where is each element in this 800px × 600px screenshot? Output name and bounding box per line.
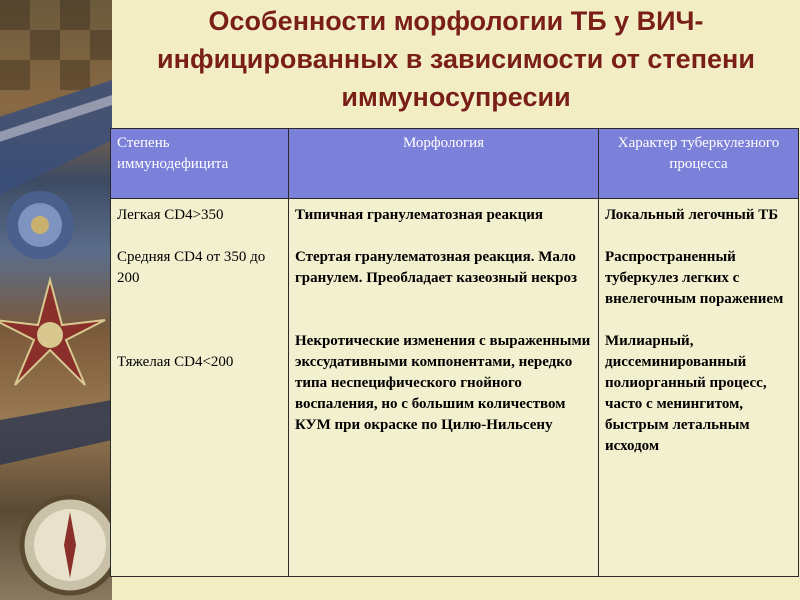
header-character: Характер туберкулезного процесса <box>599 129 799 199</box>
morphology-mild: Типичная гранулематозная реакция <box>295 207 543 223</box>
decorative-collage <box>0 0 112 600</box>
degree-moderate: Средняя CD4 от 350 до 200 <box>117 249 266 286</box>
morphology-severe: Некротические изменения с выраженными экссудативными компонентами, нередко типа неспецифического гнойного воспаления, но с большим количеством КУМ при окраске по Цилю-Нильсену <box>295 333 591 433</box>
order-cross-icon <box>0 280 105 385</box>
header-morphology: Морфология <box>289 129 599 199</box>
morphology-moderate: Стертая гранулематозная реакция. Мало гранулем. Преобладает казеозный некроз <box>295 249 577 286</box>
character-moderate: Распространенный туберкулез легких с внелегочным поражением <box>605 249 784 307</box>
character-severe: Милиарный, диссеминированный полиорганный процесс, часто с менингитом, быстрым летальным исходом <box>605 333 767 454</box>
table-row <box>111 199 799 577</box>
character-mild: Локальный легочный ТБ <box>605 207 779 223</box>
degree-mild: Легкая CD4>350 <box>117 207 224 223</box>
header-degree: Степень иммунодефицита <box>111 129 289 199</box>
degree-cell <box>111 199 289 577</box>
compass-icon <box>22 497 112 593</box>
character-cell <box>599 199 799 577</box>
morphology-table <box>110 128 799 577</box>
morphology-cell <box>289 199 599 577</box>
medal-icon <box>6 191 74 259</box>
degree-severe: Тяжелая CD4<200 <box>117 354 234 370</box>
table-header-row <box>111 129 799 199</box>
page-title: Особенности морфологии ТБ у ВИЧ-инфицированных в зависимости от степени иммуносупресии <box>157 6 755 112</box>
